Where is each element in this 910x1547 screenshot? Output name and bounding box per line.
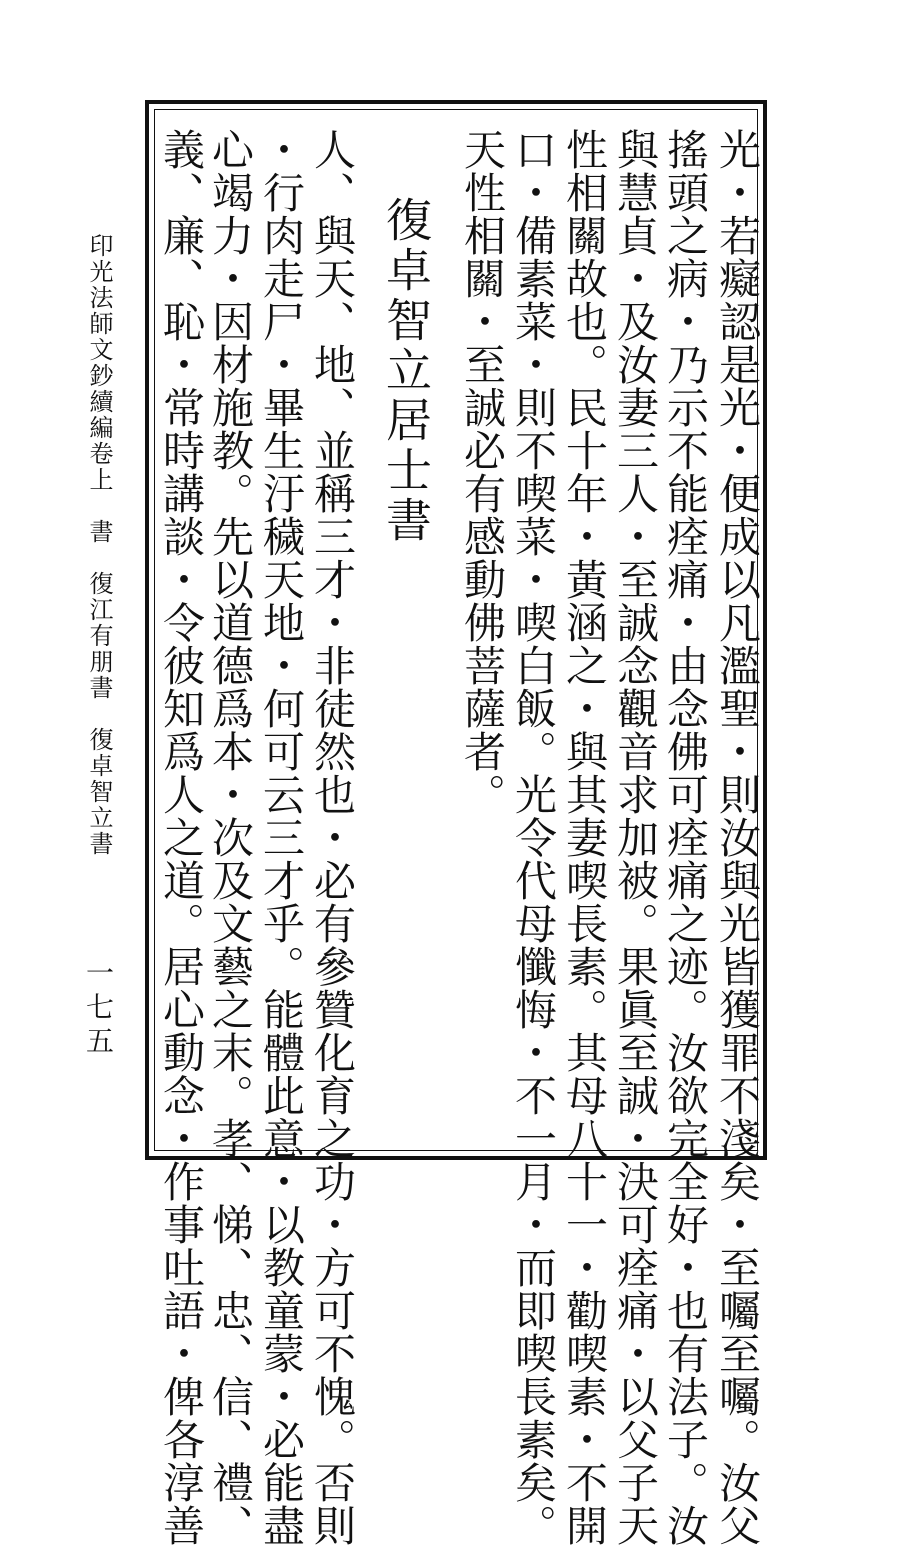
text-column-6: 天性相關・至誠必有感動佛菩薩者。 xyxy=(458,128,507,816)
text-column-10: 義、廉、恥・常時講談・令彼知爲人之道。居心動念・作事吐語・俾各淳善 xyxy=(157,128,206,1547)
text-column-5: 口・備素菜・則不喫菜・喫白飯。光令代母懺悔・不一月・而即喫長素矣。 xyxy=(509,128,558,1547)
text-column-2: 搖頭之病・乃示不能痊痛・由念佛可痊痛之迹。汝欲完全好・也有法子。汝 xyxy=(661,128,710,1547)
text-column-3: 與慧貞・及汝妻三人・至誠念觀音求加被。果眞至誠・決可痊痛・以父子天 xyxy=(611,128,660,1547)
running-title: 印光法師文鈔續編卷上 書 復江有朋書 復卓智立書 xyxy=(85,233,113,857)
text-column-9: 心竭力・因材施教。先以道德爲本・次及文藝之末。孝、悌、忠、信、禮、 xyxy=(206,128,255,1547)
text-column-7: 人、與天、地、並稱三才・非徒然也・必有參贊化育之功・方可不愧。否則 xyxy=(308,128,357,1547)
text-column-8: ・行肉走尸・畢生汙穢天地・何可云三才乎。能體此意・以教童蒙・必能盡 xyxy=(257,128,306,1547)
letter-title: 復卓智立居士書 xyxy=(379,196,433,546)
text-column-4: 性相關故也。民十年・黃涵之・與其妻喫長素。其母八十一・勸喫素・不開 xyxy=(560,128,609,1547)
page-number: 一七五 xyxy=(82,958,115,1060)
text-column-1: 光・若癡認是光・便成以凡濫聖・則汝與光皆獲罪不淺矣・至囑至囑。汝父 xyxy=(713,128,762,1547)
